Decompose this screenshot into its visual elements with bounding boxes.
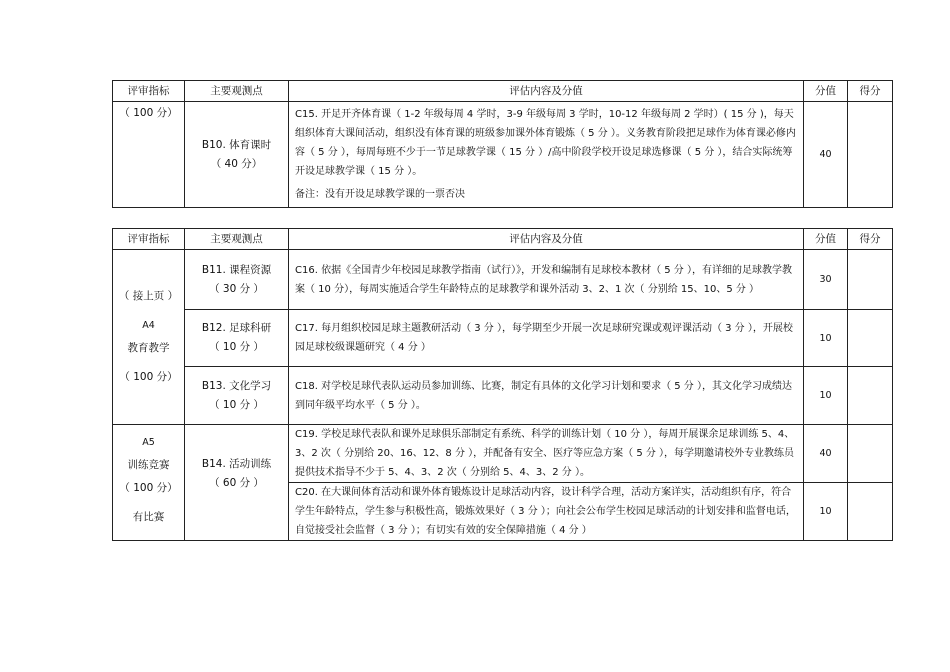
got-cell[interactable]	[848, 483, 893, 541]
b12-score: （ 10 分 ）	[209, 341, 264, 353]
score-cell: 10	[804, 367, 848, 425]
b14-name: B14. 活动训练	[201, 458, 272, 470]
a4-score: （ 100 分）	[119, 371, 178, 383]
observation-cell	[185, 310, 289, 367]
b11-name: B11. 课程资源	[201, 263, 272, 276]
score-cell: 30	[804, 250, 848, 310]
a5-name: 训练竞赛	[127, 459, 170, 471]
c19-text: C19. 学校足球代表队和课外足球俱乐部制定有系统、科学的训练计划（ 10 分 ），每周开展课余足球训练 5、4、3、2 次（ 分别给 20、16、12、8 分 ），并配备有安全、医疗等应急方案（ 5 分 ），每学期邀请校外专业教练员提供技术指导不少于 5、4、3、2 次（ 分别给 5、4、3、2 分 ）。	[295, 429, 795, 478]
header-index: 评审指标	[113, 81, 185, 102]
a5-code: A5	[142, 437, 155, 448]
header-index: 评审指标	[113, 229, 185, 250]
c15-text: C15. 开足开齐体育课（ 1-2 年级每周 4 学时，3-9 年级每周 3 学时，10-12 年级每周 2 学时）( 15 分 )，每天组织体育大课间活动，组织没有体育课的班级参加课外体育锻炼（ 5 分 ）。义务教育阶段把足球作为体育课必修内容（ 5 分 ），每周每班不少于一节足球教学课（ 15 分 ）/高中阶段学校开设足球选修课（ 5 分 ），结合实际统筹开设足球教学课（ 15 分 ）。	[295, 109, 796, 177]
a5-extra: 有比赛	[132, 511, 165, 523]
table-row	[113, 367, 893, 425]
header-observation-point: 主要观测点	[185, 81, 289, 102]
observation-cell	[185, 367, 289, 425]
table-row	[113, 425, 893, 483]
table-header-row	[113, 81, 893, 102]
a4-name: 教育教学	[127, 342, 170, 354]
header-score: 分值	[804, 229, 848, 250]
header-content: 评估内容及分值	[289, 81, 804, 102]
score-cell: 10	[804, 310, 848, 367]
content-cell	[289, 250, 804, 310]
got-cell[interactable]	[848, 310, 893, 367]
got-cell[interactable]	[848, 250, 893, 310]
c16-text: C16. 依据《全国青少年校园足球教学指南（试行）》，开发和编制有足球校本教材（ 5 分 ），有详细的足球教学教案（ 10 分），每周实施适合学生年龄特点的足球教学和课外活动 3、2、1 次（ 分别给 15、10、5 分 ）	[295, 264, 792, 295]
table-row	[113, 250, 893, 310]
a4-code: A4	[142, 320, 155, 331]
index-cell	[113, 102, 185, 208]
content-cell	[289, 483, 804, 541]
evaluation-table-1	[112, 80, 893, 208]
score-cell: 40	[804, 102, 848, 208]
b13-score: （ 10 分 ）	[209, 398, 264, 411]
index-score: （ 100 分）	[119, 107, 178, 119]
a4-continued: （ 接上页 ）	[118, 290, 179, 302]
table-header-row	[113, 229, 893, 250]
c17-text: C17. 每月组织校园足球主题教研活动（ 3 分 ），每学期至少开展一次足球研究课或观评课活动（ 3 分 ），开展校园足球校级课题研究（ 4 分 ）	[295, 323, 793, 353]
got-cell[interactable]	[848, 367, 893, 425]
score-cell: 40	[804, 425, 848, 483]
b10-score: （ 40 分）	[210, 157, 263, 170]
header-observation-point: 主要观测点	[185, 229, 289, 250]
observation-cell	[185, 102, 289, 208]
index-cell-a4	[113, 250, 185, 425]
score-cell: 10	[804, 483, 848, 541]
b12-name: B12. 足球科研	[201, 322, 272, 334]
b10-name: B10. 体育课时	[201, 138, 272, 151]
index-cell-a5	[113, 425, 185, 541]
observation-cell	[185, 250, 289, 310]
c20-text: C20. 在大课间体育活动和课外体育锻炼设计足球活动内容，设计科学合理，活动方案详实，活动组织有序，符合学生年龄特点，学生参与积极性高，锻炼效果好（ 3 分 ）；向社会公布学生校园足球活动的计划安排和监督电话，自觉接受社会监督（ 3 分 ）；有切实有效的安全保障措施（ 4 分 ）	[295, 487, 796, 536]
table-row	[113, 310, 893, 367]
table-row	[113, 102, 893, 208]
header-got: 得分	[848, 229, 893, 250]
content-cell	[289, 310, 804, 367]
content-cell	[289, 367, 804, 425]
b11-score: （ 30 分 ）	[209, 282, 264, 295]
b13-name: B13. 文化学习	[201, 379, 272, 392]
evaluation-table-2	[112, 228, 893, 541]
header-got: 得分	[848, 81, 893, 102]
header-score: 分值	[804, 81, 848, 102]
got-cell[interactable]	[848, 102, 893, 208]
a5-score: （ 100 分）	[119, 482, 178, 494]
observation-cell	[185, 425, 289, 541]
b14-score: （ 60 分 ）	[209, 477, 264, 489]
content-cell	[289, 425, 804, 483]
header-content: 评估内容及分值	[289, 229, 804, 250]
note-text: 备注：没有开设足球教学课的一票否决	[295, 189, 465, 200]
got-cell[interactable]	[848, 425, 893, 483]
c18-text: C18. 对学校足球代表队运动员参加训练、比赛，制定有具体的文化学习计划和要求（ 5 分 ），其文化学习成绩达到同年级平均水平（ 5 分 ）。	[295, 380, 792, 411]
content-cell	[289, 102, 804, 208]
